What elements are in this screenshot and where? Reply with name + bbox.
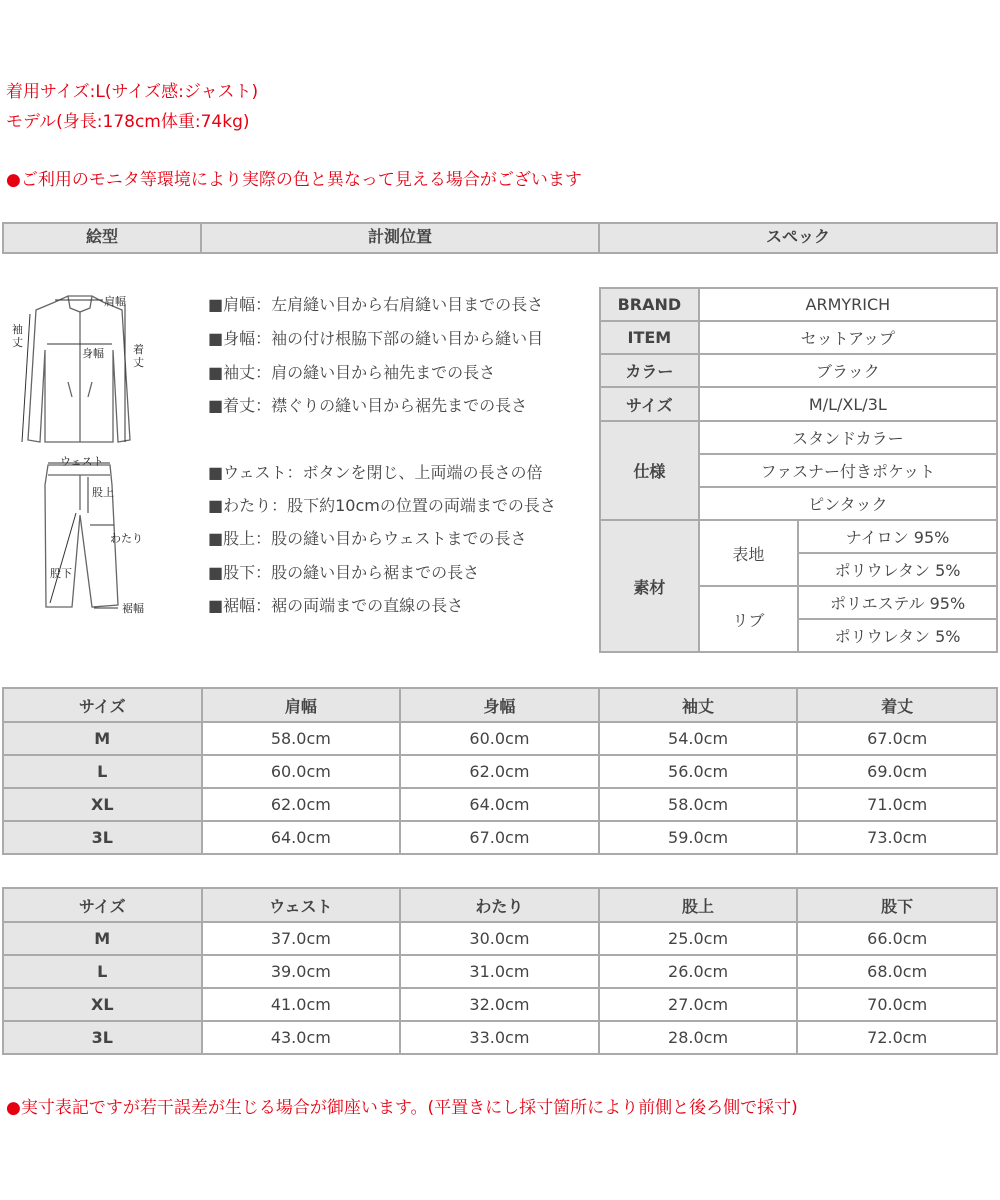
measure-thigh: ■わたり：股下約10cmの位置の両端までの長さ <box>208 496 556 515</box>
size-cell: L <box>3 955 202 988</box>
value-cell: 59.0cm <box>599 821 798 854</box>
spec-rib-item: ポリエステル 95% <box>798 586 997 619</box>
value-cell: 25.0cm <box>599 922 798 955</box>
table-header-cell: わたり <box>400 888 599 922</box>
header-measure-points: 計測位置 <box>202 222 600 254</box>
value-cell: 72.0cm <box>797 1021 997 1054</box>
measure-shoulder: ■肩幅：左肩縫い目から右肩縫い目までの長さ <box>208 295 544 314</box>
size-cell: 3L <box>3 1021 202 1054</box>
table-row <box>3 955 997 988</box>
table-row <box>3 922 997 955</box>
table-header-cell: ウェスト <box>202 888 401 922</box>
table-header-cell: サイズ <box>3 688 202 722</box>
spec-rib-item: ポリウレタン 5% <box>798 619 997 652</box>
jacket-label-length-a: 着 <box>133 343 144 356</box>
value-cell: 39.0cm <box>202 955 401 988</box>
jacket-label-body: 身幅 <box>82 347 104 360</box>
color-notice: ●ご利用のモニタ等環境により実際の色と異なって見える場合がございます <box>6 170 582 190</box>
value-cell: 33.0cm <box>400 1021 599 1054</box>
value-cell: 31.0cm <box>400 955 599 988</box>
spec-brand-value: ARMYRICH <box>699 288 997 321</box>
pants-label-thigh: わたり <box>110 532 143 545</box>
table-header-cell: サイズ <box>3 888 202 922</box>
value-cell: 60.0cm <box>400 722 599 755</box>
measure-sleeve: ■袖丈：肩の縫い目から袖先までの長さ <box>208 363 496 382</box>
spec-item-label: ITEM <box>600 321 699 354</box>
value-cell: 62.0cm <box>202 788 401 821</box>
table-header-cell: 肩幅 <box>202 688 401 722</box>
value-cell: 37.0cm <box>202 922 401 955</box>
size-cell: L <box>3 755 202 788</box>
value-cell: 43.0cm <box>202 1021 401 1054</box>
table-header-cell: 身幅 <box>400 688 599 722</box>
value-cell: 54.0cm <box>599 722 798 755</box>
value-cell: 71.0cm <box>797 788 997 821</box>
spec-outer-item: ポリウレタン 5% <box>798 553 997 586</box>
size-cell: 3L <box>3 821 202 854</box>
size-cell: M <box>3 722 202 755</box>
spec-color-value: ブラック <box>699 354 997 387</box>
spec-feature-item: ピンタック <box>699 487 997 520</box>
value-cell: 27.0cm <box>599 988 798 1021</box>
value-cell: 26.0cm <box>599 955 798 988</box>
measure-length: ■着丈：襟ぐりの縫い目から裾先までの長さ <box>208 396 528 415</box>
pants-size-table <box>2 887 998 1055</box>
table-header-cell: 股上 <box>599 888 798 922</box>
size-worn-text: 着用サイズ:L(サイズ感:ジャスト) <box>6 82 259 102</box>
pants-label-hem: 裾幅 <box>122 602 144 615</box>
value-cell: 28.0cm <box>599 1021 798 1054</box>
value-cell: 64.0cm <box>202 821 401 854</box>
size-cell: M <box>3 922 202 955</box>
spec-brand-label: BRAND <box>600 288 699 321</box>
jacket-label-length-b: 丈 <box>133 356 144 369</box>
value-cell: 30.0cm <box>400 922 599 955</box>
table-header-cell: 袖丈 <box>599 688 798 722</box>
value-cell: 70.0cm <box>797 988 997 1021</box>
spec-feature-item: ファスナー付きポケット <box>699 454 997 487</box>
spec-outer-item: ナイロン 95% <box>798 520 997 553</box>
size-cell: XL <box>3 788 202 821</box>
value-cell: 56.0cm <box>599 755 798 788</box>
table-header-cell: 着丈 <box>797 688 997 722</box>
pants-label-inseam: 股下 <box>50 567 72 580</box>
table-row <box>3 988 997 1021</box>
measure-waist: ■ウェスト：ボタンを閉じ、上両端の長さの倍 <box>208 463 543 482</box>
spec-feature-item: スタンドカラー <box>699 421 997 454</box>
value-cell: 69.0cm <box>797 755 997 788</box>
spec-color-label: カラー <box>600 354 699 387</box>
spec-outer-label: 表地 <box>699 520 798 586</box>
value-cell: 67.0cm <box>400 821 599 854</box>
jacket-label-shoulder: 肩幅 <box>104 295 126 308</box>
pants-label-waist: ウェスト <box>60 455 104 468</box>
spec-item-value: セットアップ <box>699 321 997 354</box>
value-cell: 58.0cm <box>202 722 401 755</box>
value-cell: 68.0cm <box>797 955 997 988</box>
measure-rise: ■股上：股の縫い目からウェストまでの長さ <box>208 529 527 548</box>
table-row <box>3 722 997 755</box>
value-cell: 64.0cm <box>400 788 599 821</box>
model-info-text: モデル(身長:178cm体重:74kg) <box>6 112 250 132</box>
measurement-notice: ●実寸表記ですが若干誤差が生じる場合が御座います。(平置きにし採寸箇所により前側と後ろ側で採寸) <box>6 1098 798 1118</box>
value-cell: 62.0cm <box>400 755 599 788</box>
value-cell: 41.0cm <box>202 988 401 1021</box>
spec-material-label: 素材 <box>600 520 699 652</box>
value-cell: 67.0cm <box>797 722 997 755</box>
table-row <box>3 755 997 788</box>
header-spec: スペック <box>600 222 998 254</box>
size-cell: XL <box>3 988 202 1021</box>
value-cell: 58.0cm <box>599 788 798 821</box>
spec-rib-label: リブ <box>699 586 798 652</box>
spec-size-label: サイズ <box>600 387 699 421</box>
measure-hem: ■裾幅：裾の両端までの直線の長さ <box>208 596 464 615</box>
table-header-cell: 股下 <box>797 888 997 922</box>
jacket-label-sleeve-b: 丈 <box>12 336 23 349</box>
header-illustration: 絵型 <box>2 222 202 254</box>
measure-body-width: ■身幅：袖の付け根脇下部の縫い目から縫い目 <box>208 329 544 348</box>
measure-inseam: ■股下：股の縫い目から裾までの長さ <box>208 563 480 582</box>
spec-size-value: M/L/XL/3L <box>699 387 997 421</box>
table-row <box>3 821 997 854</box>
spec-table <box>599 287 998 653</box>
value-cell: 60.0cm <box>202 755 401 788</box>
jacket-illustration <box>0 282 200 452</box>
value-cell: 73.0cm <box>797 821 997 854</box>
value-cell: 66.0cm <box>797 922 997 955</box>
pants-label-rise: 股上 <box>92 486 114 499</box>
section-header <box>2 222 998 254</box>
table-row <box>3 788 997 821</box>
jacket-size-table <box>2 687 998 855</box>
pants-illustration <box>0 455 200 620</box>
value-cell: 32.0cm <box>400 988 599 1021</box>
table-row <box>3 1021 997 1054</box>
spec-features-label: 仕様 <box>600 421 699 520</box>
jacket-label-sleeve-a: 袖 <box>12 323 23 336</box>
